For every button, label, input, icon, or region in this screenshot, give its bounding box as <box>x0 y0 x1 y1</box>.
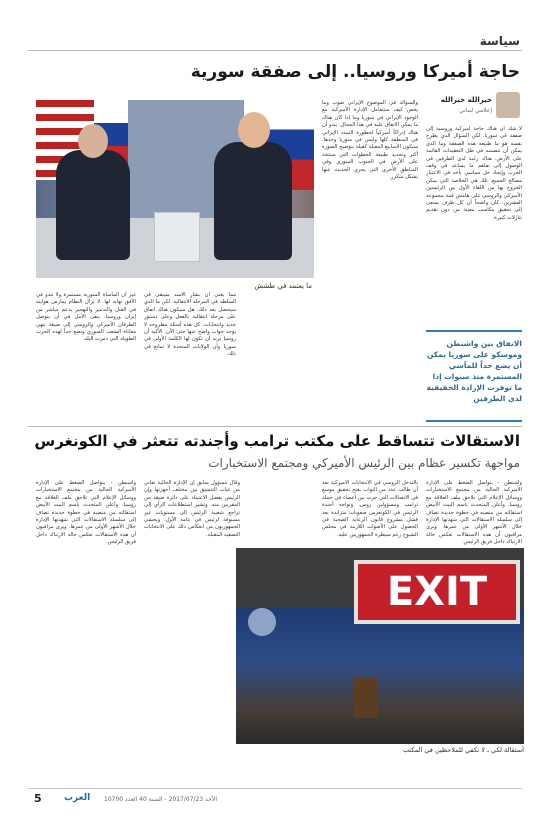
author-role: إعلامي لبناني <box>459 107 492 114</box>
article-column: واشنطن - يتواصل الضغط على الإدارة الأميركية الحالية من مجتمع الاستخبارات ووسائل الإعلام التي تلاحق ملف العلاقة مع روسيا. وأعلن المتحدث باسم البيت الأبيض استقالته من منصبه في خطوة جديدة تضاف إلى سلسلة الاستقالات التي شهدتها الإدارة خلال الأشهر الأولى من عمرها. ويرى مراقبون أن هذه الاستقالات تعكس حالة الارتباك داخل فريق الرئيس. <box>426 480 522 546</box>
article-column: لا شك أن هناك حاجة أميركية وروسية إلى صفقة في سوريا. لكن السؤال الذي يطرح نفسه هو ما طبيعة هذه الصفقة وما الذي يمكن أن تتضمنه في ظل التعقيدات القائمة على الأرض. هناك رغبة لدى الطرفين في الوصول إلى تفاهم ما يساعد في وقف الحرب وإيجاد حل سياسي يأخذ في الاعتبار مصالح الجميع. تلك هي الخلاصة التي يمكن الخروج بها من اللقاء الأول بين الرئيسين الأميركي والروسي على هامش قمة مجموعة العشرين. كان واضحاً أن كل طرف يسعى إلى تحقيق مكاسب معينة من دون تقديم تنازلات كبيرة. <box>426 126 522 221</box>
exit-sign: EXIT <box>354 560 520 624</box>
press-room-photo <box>236 548 524 744</box>
article-column: والسؤالة في الموضوع الإيراني صوب وما يخص كيف ستتعامل الإدارة الأميركية مع الوجود الإيراني في سوريا وما إذا كان هناك ما يمكن الاتفاق عليه في هذا المجال. يبدو أن هناك إدراكاً أميركياً لخطورة التمدد الإيراني في المنطقة كلها وليس في سوريا وحدها. ستكون الأسابيع المقبلة كفيلة بتوضيح الصورة أكثر وتحديد طبيعة الخطوات التي ستتخذ على الأرض في الجنوب السوري وفي المناطق الأخرى التي يجري الحديث عنها بشكل متكرر. <box>322 100 418 181</box>
author-avatar <box>496 92 520 118</box>
article-column: غير أن المأساة السورية مستمرة ولا تبدو في الأفق نهاية لها. لا يزال النظام يمارس هوايته في القتل والتدمير والتهجير بدعم مباشر من إيران وروسيا. يبقى الأمل في أن يتوصل الطرفان الأميركي والروسي إلى صيغة تنهي معاناة الشعب السوري وتضع حداً لهذه الحرب الطويلة التي دمرت البلد. <box>36 292 136 343</box>
issue-date: الأحد 2017/07/23 - السنة 40 العدد 10700 <box>104 796 217 803</box>
photo-caption: أستقالة لكي ـ لا تكفي للملاحظين في المكتب <box>402 746 524 754</box>
article-column: بالتدخل الروسي في الانتخابات الأميركية بعد أن طالب عدد من النواب بفتح تحقيق موسع في الاتصالات التي جرت بين أعضاء في حملة ترامب ومسؤولين روس. وتواجه أجندة الرئيس في الكونغرس صعوبات متزايدة بعد فشل مشروع قانون الرعاية الصحية في الحصول على الأصوات اللازمة في مجلس الشيوخ رغم سيطرة الجمهوريين عليه. <box>322 480 418 538</box>
article-column: وقال مسؤول سابق إن الإدارة الحالية تعاني من غياب التنسيق بين مختلف أجهزتها وإن الرئيس يفضل الاعتماد على دائرة ضيقة من المقربين منه. وتشير استطلاعات الرأي إلى تراجع شعبية الرئيس إلى مستويات غير مسبوقة لرئيس في عامه الأول. ويخشى الجمهوريون من انعكاس ذلك على الانتخابات النصفية المقبلة. <box>144 480 240 538</box>
author-name[interactable]: خيرالله خيرالله <box>440 96 492 104</box>
section-label: سياسة <box>479 34 520 48</box>
article-headline[interactable]: حاجة أميركا وروسيا.. إلى صفقة سورية <box>190 62 520 82</box>
footer-divider <box>28 788 522 789</box>
summit-photo <box>36 100 314 278</box>
article-column: مما يعني أن بشار الأسد سيبقى في السلطة في المرحلة الانتقالية. لكن ما الذي سيحصل بعد ذلك. هل سيكون هناك اتفاق على مرحلة انتقالية بالفعل وعلى دستور جديد وانتخابات. كل هذه أسئلة مطروحة لا يوجد جواب واضح عنها حتى الآن. الأكيد أن روسيا تريد أن تكون لها الكلمة الأولى في سوريا وأن الولايات المتحدة لا تمانع في ذلك. <box>144 292 236 358</box>
article-divider <box>28 426 522 427</box>
photo-caption: ما يعتمد في طشش <box>254 282 312 290</box>
page-number: 5 <box>34 792 42 805</box>
author-byline <box>440 92 520 122</box>
top-divider <box>28 50 522 51</box>
article-subheadline: مواجهة تكسير عظام بين الرئيس الأميركي ومجتمع الاستخبارات <box>208 456 520 470</box>
pull-quote: الاتفاق بين واشنطن وموسكو على سوريا يمكن أن يضع حداً للمآسي المستمرة منذ سنوات إذا ما توفرت الإرادة الحقيقية لدى الطرفين <box>426 330 522 422</box>
article-headline[interactable]: الاستقالات تتساقط على مكتب ترامب وأجندته تتعثر في الكونغرس <box>34 432 520 450</box>
article-column: واشنطن - يتواصل الضغط على الإدارة الأميركية الحالية من مجتمع الاستخبارات ووسائل الإعلام التي تلاحق ملف العلاقة مع روسيا. وأعلن المتحدث باسم البيت الأبيض استقالته من منصبه في خطوة جديدة تضاف إلى سلسلة الاستقالات التي شهدتها الإدارة خلال الأشهر الأولى من عمرها. ويرى مراقبون أن هذه الاستقالات تعكس حالة الارتباك داخل فريق الرئيس. <box>36 480 136 546</box>
newspaper-logo[interactable]: العرب <box>64 793 91 803</box>
